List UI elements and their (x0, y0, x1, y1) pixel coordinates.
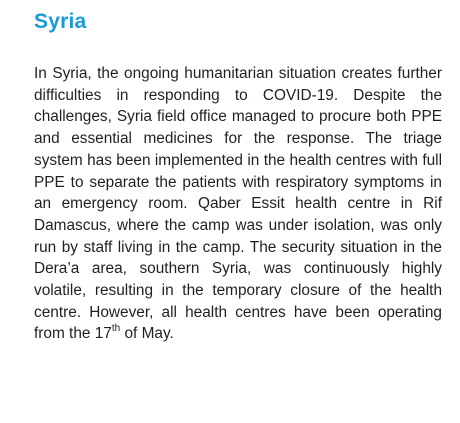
ordinal-superscript: th (111, 323, 121, 335)
paragraph-text-end: of May. (120, 325, 174, 343)
body-paragraph (34, 63, 442, 345)
paragraph-text: In Syria, the ongoing humanitarian situation creates further difficulties in responding to COVID-19. Despite the challenges, Syria field office managed to procure both PPE and essential medicines for the response. The triage system has been implemented in the health centres with full PPE to separate the patients with respiratory symptoms in an emergency room. Qaber Essit health centre in Rif Damascus, where the camp was under isolation, was only run by staff living in the camp. The security situation in the Dera’a area, southern Syria, was continuously highly volatile, resulting in the temporary closure of the health centre. However, all health centres have been operating from the 17 (34, 65, 442, 343)
section-heading: Syria (34, 10, 87, 33)
